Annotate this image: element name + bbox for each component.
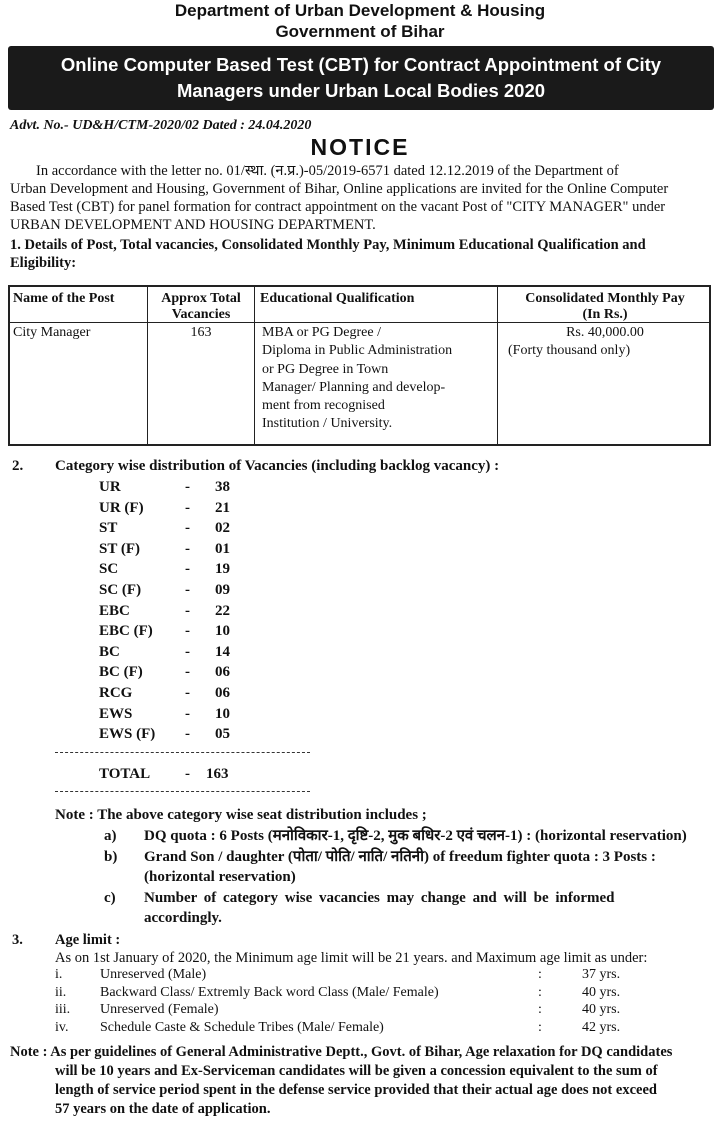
category-name: ST bbox=[99, 520, 118, 537]
header-qualification: Educational Qualification bbox=[260, 291, 415, 306]
age-row-label: Unreserved (Male) bbox=[100, 967, 207, 982]
intro-line-2: Urban Development and Housing, Government of Bihar, Online applications are invited for the Online Computer bbox=[10, 181, 669, 197]
category-name: EBC (F) bbox=[99, 623, 153, 640]
row-post: City Manager bbox=[13, 325, 91, 340]
note-b-text-cont: (horizontal reservation) bbox=[144, 869, 296, 885]
category-dash: - bbox=[185, 726, 190, 743]
category-count: 02 bbox=[215, 520, 230, 537]
section-2-number: 2. bbox=[12, 458, 24, 474]
age-row-separator: : bbox=[538, 984, 542, 1000]
qualification-line: ment from recognised bbox=[262, 398, 385, 414]
banner-line-1: Online Computer Based Test (CBT) for Contract Appointment of City bbox=[60, 54, 662, 75]
category-name: RCG bbox=[99, 685, 133, 701]
category-dash: - bbox=[185, 499, 190, 516]
category-count: 10 bbox=[215, 623, 230, 640]
category-count: 10 bbox=[215, 705, 230, 722]
section-3-number: 3. bbox=[12, 932, 23, 948]
category-dash: - bbox=[185, 561, 190, 578]
section-2-heading: Category wise distribution of Vacancies (including backlog vacancy) : bbox=[55, 458, 500, 474]
category-name: BC bbox=[99, 643, 120, 660]
section-3-heading: Age limit : bbox=[55, 932, 121, 948]
category-name: ST (F) bbox=[99, 540, 140, 557]
category-name: SC bbox=[99, 561, 119, 578]
note-heading: Note : The above category wise seat distribution includes ; bbox=[55, 807, 427, 823]
category-dash: - bbox=[185, 479, 190, 495]
notice-heading: NOTICE bbox=[310, 134, 410, 160]
category-name: BC (F) bbox=[99, 664, 143, 681]
category-name: UR bbox=[99, 479, 121, 495]
category-count: 05 bbox=[215, 726, 230, 743]
qualification-line: MBA or PG Degree / bbox=[262, 325, 381, 340]
category-count: 21 bbox=[215, 499, 230, 516]
category-dash: - bbox=[185, 623, 190, 640]
age-row-number: iii. bbox=[55, 1002, 71, 1017]
category-count: 06 bbox=[215, 685, 230, 701]
header-vacancies-1: Approx Total bbox=[161, 291, 241, 306]
category-count: 06 bbox=[215, 664, 230, 681]
category-name: EWS bbox=[99, 705, 133, 722]
category-count: 01 bbox=[215, 540, 230, 557]
age-row-value: 40 yrs. bbox=[582, 984, 621, 1000]
advertisement-number: Advt. No.- UD&H/CTM-2020/02 Dated : 24.04.2020 bbox=[10, 118, 312, 133]
note-2-line-2: will be 10 years and Ex-Serviceman candidates will be given a concession equivalent to the sum of bbox=[55, 1063, 658, 1079]
age-row-label: Schedule Caste & Schedule Tribes (Male/ Female) bbox=[100, 1019, 384, 1035]
title-banner bbox=[8, 46, 714, 110]
category-dash: - bbox=[185, 705, 190, 722]
age-row-separator: : bbox=[538, 967, 542, 982]
age-row-separator: : bbox=[538, 1002, 542, 1017]
note-b-text: Grand Son / daughter (पोता/ पोति/ नाति/ नतिनी) of freedum fighter quota : 3 Posts : bbox=[144, 849, 656, 865]
note-c-text-cont: accordingly. bbox=[144, 910, 222, 926]
category-dash: - bbox=[185, 685, 190, 701]
qualification-line: Institution / University. bbox=[262, 416, 393, 432]
divider bbox=[55, 752, 310, 753]
total-value: 163 bbox=[206, 766, 229, 782]
category-dash: - bbox=[185, 540, 190, 557]
qualification-line: Diploma in Public Administration bbox=[262, 343, 453, 359]
age-row-number: ii. bbox=[55, 984, 67, 1000]
note-c-text: Number of category wise vacancies may change and will be informed bbox=[144, 890, 615, 906]
category-count: 22 bbox=[215, 602, 230, 619]
category-name: EWS (F) bbox=[99, 726, 156, 743]
age-row-value: 37 yrs. bbox=[582, 967, 621, 982]
category-count: 09 bbox=[215, 582, 230, 598]
age-row-number: i. bbox=[55, 967, 63, 982]
row-qualification bbox=[262, 324, 452, 434]
note-a-text: DQ quota : 6 Posts (मनोविकार-1, दृष्टि-2, मुक बधिर-2 एवं चलन-1) : (horizontal reservation) bbox=[144, 828, 687, 844]
section-1-heading-cont: Eligibility: bbox=[10, 255, 77, 271]
intro-line-3: Based Test (CBT) for panel formation for contract appointment on the vacant Post of "CITY MANAGER" under bbox=[10, 199, 666, 215]
category-dash: - bbox=[185, 643, 190, 660]
age-row-label: Unreserved (Female) bbox=[100, 1002, 219, 1017]
age-intro: As on 1st January of 2020, the Minimum age limit will be 21 years. and Maximum age limit as under: bbox=[55, 950, 648, 966]
qualification-line: Manager/ Planning and develop- bbox=[262, 379, 446, 395]
category-name: SC (F) bbox=[99, 582, 142, 598]
category-count: 38 bbox=[215, 479, 230, 495]
note-2-line-4: 57 years on the date of application. bbox=[55, 1101, 271, 1117]
note-2-line-3: length of service period spent in the defense service provided that their actual age does not exceed bbox=[55, 1082, 657, 1098]
vacancy-table bbox=[8, 285, 711, 446]
government-name: Government of Bihar bbox=[275, 22, 445, 41]
row-pay: Rs. 40,000.00 bbox=[566, 325, 644, 340]
header-pay-2: (In Rs.) bbox=[582, 307, 628, 322]
intro-line-4: URBAN DEVELOPMENT AND HOUSING DEPARTMENT. bbox=[10, 217, 376, 233]
category-dash: - bbox=[185, 602, 190, 619]
row-pay-words: (Forty thousand only) bbox=[508, 343, 631, 358]
header-vacancies-2: Vacancies bbox=[171, 307, 231, 322]
note-a-label: a) bbox=[104, 828, 117, 844]
age-row-value: 40 yrs. bbox=[582, 1002, 621, 1017]
row-vacancies: 163 bbox=[190, 325, 212, 340]
total-label: TOTAL bbox=[99, 766, 151, 782]
note-2-line-1: Note : As per guidelines of General Administrative Deptt., Govt. of Bihar, Age relaxation for DQ candidates bbox=[10, 1044, 673, 1060]
department-name: Department of Urban Development & Housing bbox=[174, 1, 546, 20]
intro-line-1: In accordance with the letter no. 01/स्था. (न.प्र.)-05/2019-6571 dated 12.12.2019 of the Department of bbox=[36, 163, 619, 179]
total-dash: - bbox=[185, 766, 190, 782]
qualification-line: or PG Degree in Town bbox=[262, 361, 389, 377]
category-dash: - bbox=[185, 582, 190, 598]
category-name: UR (F) bbox=[99, 499, 144, 516]
header-pay-1: Consolidated Monthly Pay bbox=[525, 291, 685, 306]
category-dash: - bbox=[185, 664, 190, 681]
category-count: 14 bbox=[215, 643, 230, 660]
age-row-separator: : bbox=[538, 1019, 542, 1035]
banner-line-2: Managers under Urban Local Bodies 2020 bbox=[176, 80, 546, 101]
section-1-heading: 1. Details of Post, Total vacancies, Consolidated Monthly Pay, Minimum Educational Qualification and bbox=[10, 237, 646, 253]
age-row-number: iv. bbox=[55, 1019, 69, 1035]
divider bbox=[55, 791, 310, 792]
header-post: Name of the Post bbox=[13, 291, 115, 306]
note-c-label: c) bbox=[104, 890, 116, 906]
age-row-label: Backward Class/ Extremly Back word Class (Male/ Female) bbox=[100, 984, 439, 1000]
category-dash: - bbox=[185, 520, 190, 537]
note-b-label: b) bbox=[104, 849, 118, 865]
age-row-value: 42 yrs. bbox=[582, 1019, 621, 1035]
category-name: EBC bbox=[99, 602, 130, 619]
category-count: 19 bbox=[215, 561, 230, 578]
